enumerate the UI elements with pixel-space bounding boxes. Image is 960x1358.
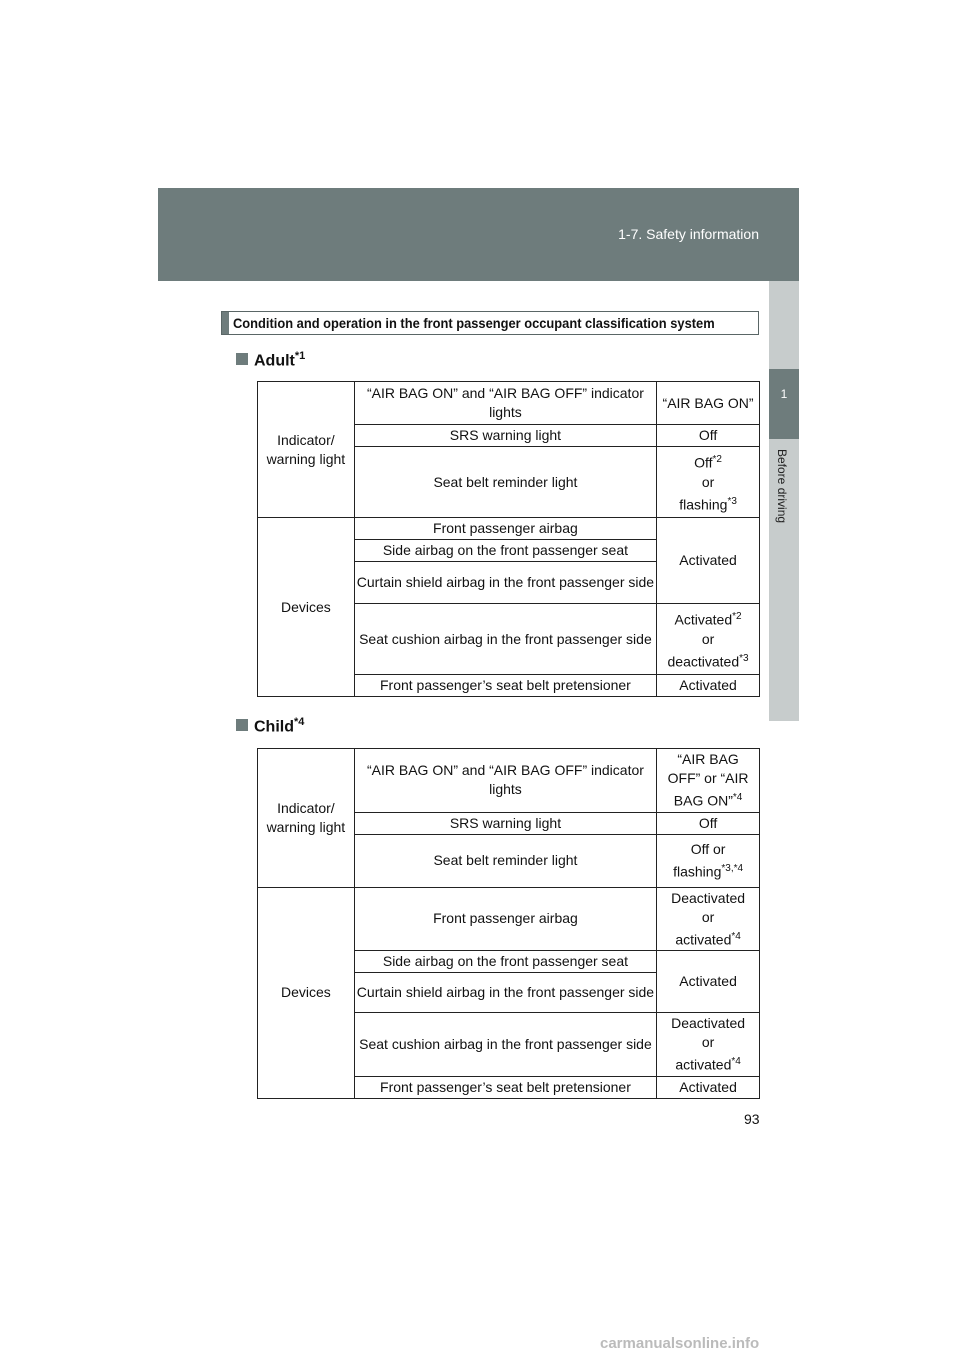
child-heading-text: Child: [254, 718, 294, 736]
row-value: Activated: [657, 1076, 760, 1098]
row-label: Seat belt reminder light: [354, 834, 656, 887]
group-value: Activated: [657, 518, 760, 604]
row-label: “AIR BAG ON” and “AIR BAG OFF” indicator lights: [354, 382, 656, 425]
watermark-text: carmanualsonline.info: [600, 1335, 760, 1352]
row-value: [657, 447, 760, 518]
footnote-mark: *4: [731, 930, 741, 942]
or-text: or: [701, 473, 715, 490]
row-value: Off: [657, 425, 760, 447]
row-label: Front passenger’s seat belt pretensioner: [354, 1076, 656, 1098]
adult-heading-text: Adult: [254, 352, 295, 370]
row-value: Activated: [657, 675, 760, 697]
child-heading-note: *4: [294, 716, 305, 728]
row-label: Curtain shield airbag in the front passenger side: [354, 562, 656, 604]
square-bullet-icon: [236, 353, 248, 365]
row-value: [657, 887, 760, 951]
or-text: or: [701, 1034, 715, 1051]
table-row: [258, 887, 760, 951]
row-label: SRS warning light: [354, 812, 656, 834]
footnote-mark: *3: [727, 495, 737, 507]
row-value: [657, 604, 760, 675]
row-value: [657, 1013, 760, 1077]
chapter-side-tab: [769, 281, 799, 721]
header-band: [158, 188, 799, 281]
row-label: Curtain shield airbag in the front passenger side: [354, 973, 656, 1013]
value-a: Off: [694, 454, 713, 471]
value-b: activated: [675, 1056, 732, 1073]
or-text: or: [701, 908, 715, 925]
value-b: flashing: [673, 863, 722, 880]
row-value: [657, 834, 760, 887]
indicator-group-cell: Indicator/ warning light: [258, 749, 355, 888]
chapter-label: Before driving: [775, 449, 789, 524]
devices-group-cell: Devices: [258, 518, 355, 697]
section-title: Condition and operation in the front passenger occupant classification system: [233, 315, 715, 331]
value-b: flashing: [679, 496, 728, 513]
footnote-mark: *3,*4: [721, 862, 744, 874]
child-heading: [236, 716, 304, 736]
value-a: Deactivated: [671, 1015, 746, 1032]
row-label: Side airbag on the front passenger seat: [354, 951, 656, 973]
footnote-mark: *3: [739, 652, 749, 664]
row-label: Seat belt reminder light: [354, 447, 656, 518]
or-text: or: [701, 630, 715, 647]
row-label: Seat cushion airbag in the front passenger side: [354, 604, 656, 675]
row-value: [657, 749, 760, 813]
row-label: Seat cushion airbag in the front passenger side: [354, 1013, 656, 1077]
row-label: Front passenger airbag: [354, 518, 656, 540]
value-b: activated: [675, 931, 732, 948]
row-label: “AIR BAG ON” and “AIR BAG OFF” indicator lights: [354, 749, 656, 813]
footnote-mark: *4: [732, 792, 743, 803]
section-accent: [222, 312, 229, 334]
row-value: Off: [657, 812, 760, 834]
adult-table: [257, 381, 760, 697]
footnote-mark: *2: [712, 453, 722, 465]
adult-heading: [236, 350, 305, 370]
chapter-number: 1: [780, 387, 788, 401]
row-label: Front passenger’s seat belt pretensioner: [354, 675, 656, 697]
group-value: Activated: [657, 951, 760, 1013]
devices-group-cell: Devices: [258, 887, 355, 1098]
value-a: Off or: [690, 840, 726, 857]
row-label: Side airbag on the front passenger seat: [354, 540, 656, 562]
table-row: [258, 749, 760, 813]
table-row: [258, 518, 760, 540]
value-text: “AIR BAG OFF” or “AIR BAG ON”: [667, 751, 749, 809]
section-title-bar: [221, 311, 759, 335]
indicator-group-cell: Indicator/ warning light: [258, 382, 355, 518]
row-label: Front passenger airbag: [354, 887, 656, 951]
adult-heading-note: *1: [294, 350, 306, 362]
value-a: Activated: [674, 611, 733, 628]
child-table: [257, 748, 760, 1099]
square-bullet-icon: [236, 719, 248, 731]
row-label: SRS warning light: [354, 425, 656, 447]
chapter-number-box: [769, 369, 799, 439]
page-number: 93: [744, 1111, 760, 1127]
value-a: Deactivated: [671, 889, 746, 906]
section-header-title: 1-7. Safety information: [618, 226, 759, 242]
footnote-mark: *2: [732, 610, 742, 622]
row-value: “AIR BAG ON”: [657, 382, 760, 425]
value-b: deactivated: [667, 653, 740, 670]
table-row: [258, 382, 760, 425]
footnote-mark: *4: [731, 1056, 741, 1068]
